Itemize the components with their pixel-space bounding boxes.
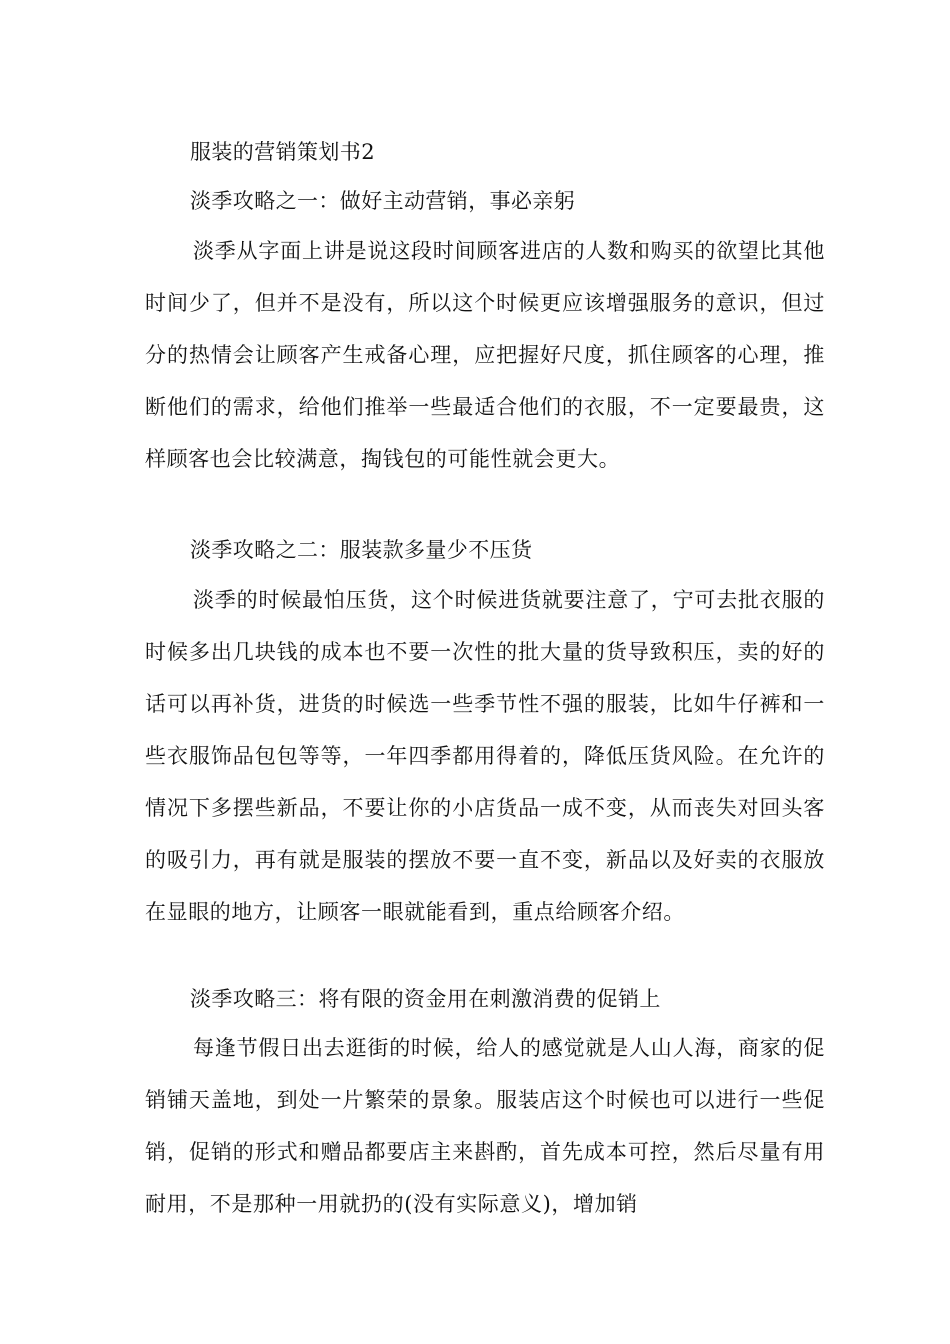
section-heading-1: 淡季攻略之一：做好主动营销，事必亲躬	[190, 189, 576, 213]
document-title: 服装的营销策划书2	[190, 140, 375, 164]
section-body-2: 淡季的时候最怕压货，这个时候进货就要注意了，宁可去批衣服的时候多出几块钱的成本也不要一次性的批大量的货导致积压，卖的好的话可以再补货，进货的时候选一些季节性不强的服装，比如牛仔裤和一些衣服饰品包包等等，一年四季都用得着的，降低压货风险。在允许的情况下多摆些新品，不要让你的小店货品一成不变，从而丧失对回头客的吸引力，再有就是服装的摆放不要一直不变，新品以及好卖的衣服放在显眼的地方，让顾客一眼就能看到，重点给顾客介绍。	[145, 588, 825, 924]
section-body-1: 淡季从字面上讲是说这段时间顾客进店的人数和购买的欲望比其他时间少了，但并不是没有，所以这个时候更应该增强服务的意识，但过分的热情会让顾客产生戒备心理，应把握好尺度，抓住顾客的心理，推断他们的需求，给他们推举一些最适合他们的衣服，不一定要最贵，这样顾客也会比较满意，掏钱包的可能性就会更大。	[145, 239, 825, 471]
section-heading-2: 淡季攻略之二：服装款多量少不压货	[190, 538, 533, 562]
section-body-3: 每逢节假日出去逛街的时候，给人的感觉就是人山人海，商家的促销铺天盖地，到处一片繁荣的景象。服装店这个时候也可以进行一些促销，促销的形式和赠品都要店主来斟酌，首先成本可控，然后尽量有用耐用，不是那种一用就扔的(没有实际意义)，增加销	[145, 1036, 825, 1216]
section-heading-3: 淡季攻略三：将有限的资金用在刺激消费的促销上	[190, 987, 661, 1011]
